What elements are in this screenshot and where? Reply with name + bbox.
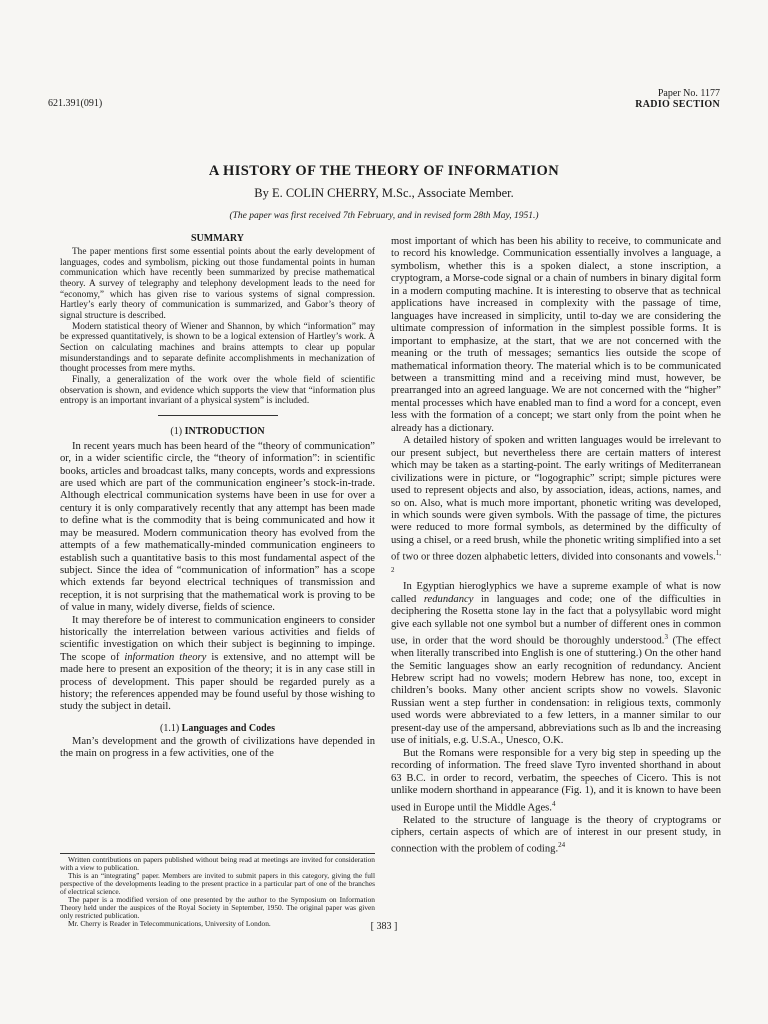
summary-heading: SUMMARY — [191, 233, 244, 244]
subsection-heading — [60, 723, 375, 734]
introduction-block — [60, 426, 375, 761]
received-note: (The paper was first received 7th February, and in revised form 28th May, 1951.) — [229, 211, 539, 221]
reference-mark: 1, 2 — [391, 549, 721, 575]
footnote: The paper is a modified version of one presented by the author to the Symposium on Information Theory held under the auspices of the Royal Society in September, 1950. The original paper was given only restricted publication. — [60, 894, 375, 920]
paper-title: A HISTORY OF THE THEORY OF INFORMATION — [208, 163, 560, 179]
paper-header — [635, 88, 720, 110]
subsection-title: Languages and Codes — [181, 722, 276, 734]
footnote: Written contributions on papers published without being read at meetings are invited for consideration with a view to publication. — [60, 855, 375, 872]
reference-mark: 4 — [551, 799, 556, 808]
body-paragraph: It may therefore be of interest to communication engineers to consider historically the interrelation between various activities and fields of scientific investigation on which their subject is beginning to impinge. The scope of information theory is extensive, and no attempt will be made here to present an exposition of the theory; it is in any case still in process of development. This paper should be regarded purely as a history; the references appended may be found useful by those wishing to study the subject in detail. — [60, 614, 375, 713]
summary-block — [60, 233, 375, 407]
summary-paragraph: Modern statistical theory of Wiener and Shannon, by which “information” may be expressed quantitatively, is shown to be a logical extension of Hartley’s work. A Section on calculating machines and brains attempts to clear up popular misunderstandings and to separate definite accomplishments in mechanization of thought processes from mere myths. — [60, 321, 375, 375]
body-paragraph: In recent years much has been heard of the “theory of communication” or, in a wider scientific circle, the “theory of information”: in scientific books, articles and broadcast talks, many concepts, words and expressions are used which are part of the communication engineer’s stock-in-trade. Although electrical communication systems have been in use for over a century it is only comparatively recently that any attempt has been made to define what is the commodity that is being communicated and how it may be measured. Modern communication theory has evolved from the attempts of a few mathematically-minded communication engineers to establish such a quantitative basis to this most fundamental aspect of the subject. Since the idea of “communication of information” has a scope which extends far beyond electrical techniques of transmission and reception, it is not surprising that the mathematical work is proving to be of value in many, widely diverse, fields of science. — [60, 440, 375, 614]
reference-mark: 24 — [558, 841, 566, 850]
body-paragraph: A detailed history of spoken and written languages would be irrelevant to our present subject, but nevertheless there are certain matters of interest which may be taken as a starting-point. The early writings of Mediterranean civilizations were in picture, or “logographic” script; simple pictures were used to represent objects and also, by association, ideas, actions, names, and so on. Also, what is much more important, phonetic writing was developed, in which sounds were given symbols. With the passage of time, the pictures were reduced to more formal symbols, as determined by the difficulty of using a chisel, or a reed brush, while the phonetic writing simplified into a set of two or three dozen alphabetic letters, divided into consonants and vowels.$^{1, 2}$ — [391, 435, 721, 575]
emphasis: information theory — [124, 651, 207, 663]
footnotes — [60, 856, 375, 928]
body-paragraph: most important of which has been his ability to receive, to communicate and to record his knowledge. Communication essentially involves a language, a symbolism, whether this is a spoken dialect, a stone inscription, a cryptogram, a Morse-code signal or a chain of numbers in binary digital form in a modern computing machine. It is interesting to observe that as technical applications have increased in complexity with the passage of time, languages have increased in simplicity, until to-day we are considering the ultimate compression of information in the simplest possible forms. It is important to emphasize, at the start, that we are not concerned with the meaning or the truth of messages; semantics lies outside the scope of mathematical information theory. The material which is to be communicated between a transmitting mind and a receiving mind must, however, be prearranged into an agreed language. We are not concerned with the “higher” mental processes which have enabled man to find a word for a concept, even less with the formation of a concept; we start only from the point when he already has a dictionary. — [391, 236, 721, 434]
subsection-number: (1.1) — [159, 722, 180, 734]
section-title: INTRODUCTION — [184, 425, 265, 437]
footnote-rule — [60, 853, 375, 854]
summary-divider — [158, 415, 278, 416]
section-name: RADIO SECTION — [635, 99, 720, 110]
paper-number: Paper No. 1177 — [657, 88, 720, 99]
reference-mark: 3 — [664, 633, 668, 642]
body-paragraph: But the Romans were responsible for a very big step in speeding up the recording of information. The freed slave Tyro invented shorthand in about 63 B.C. in order to record, verbatim, the speeches of Cicero. This is not unlike modern shorthand in appearance (Fig. 1), and it is known to have been used in Europe until the Middle Ages.$^4$ — [391, 747, 721, 814]
summary-paragraph: Finally, a generalization of the work over the whole field of scientific observation is shown, and evidence which supports the view that “information plus entropy is an important invariant of a physical system” is included. — [60, 374, 375, 407]
body-paragraph: Man’s development and the growth of civilizations have depended in the main on progress in a few activities, one of the — [60, 735, 375, 760]
author-line: By E. COLIN CHERRY, M.Sc., Associate Member. — [254, 186, 514, 200]
emphasis: redundancy — [423, 593, 474, 605]
section-number: (1) — [170, 425, 183, 437]
summary-paragraph: The paper mentions first some essential points about the early development of languages, codes and symbolism, picking out those fundamental points in human communication which have recently been summarized by precise mathematical theory. A survey of telegraphy and telephony development leads to the need for “economy,” which has given rise to various systems of signal compression. Hartley’s early theory of communication is summarized, and Gabor’s theory of signal structure is described. — [60, 247, 375, 321]
left-column — [60, 233, 375, 761]
body-paragraph: In Egyptian hieroglyphics we have a supreme example of what is now called redundancy in languages and code; one of the difficulties in deciphering the Rosetta stone lay in the fact that a polysyllabic word might give each syllable not one symbol but a number of different ones in common use, in order that the word should be thoroughly understood.$^3$ (The effect when literally transcribed into English is one of stuttering.) On the other hand the Semitic languages show an early recognition of redundancy. Ancient Hebrew script had no vowels; modern Hebrew has none, too, except in children’s books. Many other ancient scripts show no vowels. Slavonic Russian went a step further in condensation: in religious texts, commonly used words were abbreviated to a few letters, in a manner similar to our present-day use of the ampersand, abbreviations such as lb and the increasing use of initials, e.g. U.S.A., Unesco, O.K. — [391, 581, 721, 747]
page-number: [ 383 ] — [370, 921, 398, 932]
right-column — [391, 236, 721, 856]
footnote: Mr. Cherry is Reader in Telecommunications, University of London. — [68, 918, 271, 928]
body-paragraph: Related to the structure of language is the theory of cryptograms or ciphers, certain aspects of which are of interest in our present study, in connection with the problem of coding.$^{24}$ — [391, 814, 721, 855]
section-heading — [60, 426, 375, 437]
udc-classification: 621.391(091) — [48, 98, 103, 109]
footnote: This is an “integrating” paper. Members are invited to submit papers in this category, giving the full perspective of the developments leading to the present practice in a particular part of one of the branches of electrical science. — [60, 870, 375, 896]
